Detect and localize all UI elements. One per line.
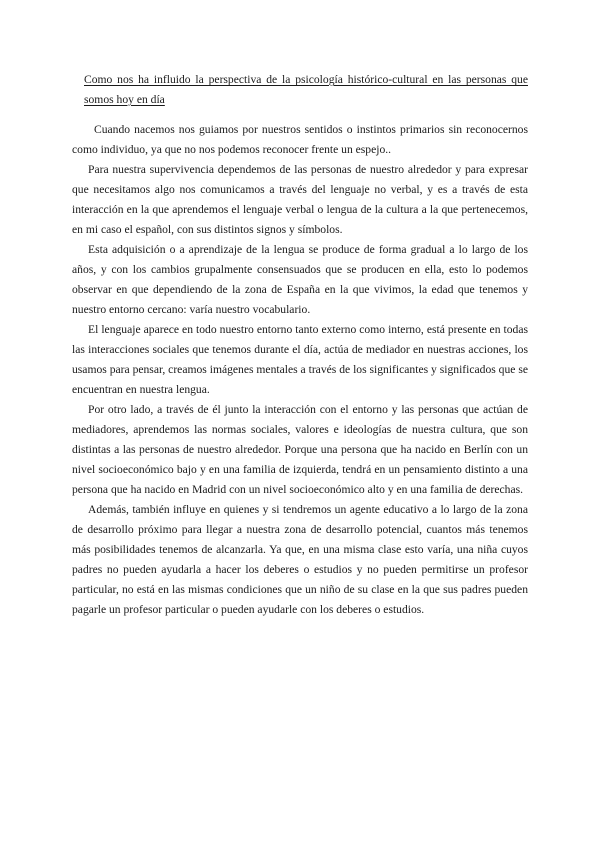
paragraph-4: El lenguaje aparece en todo nuestro entorno tanto externo como interno, está presente en todas las interacciones sociales que tenemos durante el día, actúa de mediador en nuestras acciones, los usamos para pensar, creamos imágenes mentales a través de los significantes y significados que se encuentran en nuestra lengua. [72, 323, 528, 396]
paragraph-1: Cuando nacemos nos guiamos por nuestros sentidos o instintos primarios sin reconocernos como individuo, ya que no nos podemos reconocer frente un espejo.. [72, 123, 528, 156]
document-title: Como nos ha influido la perspectiva de la psicología histórico-cultural en las personas que somos hoy en día [84, 73, 528, 106]
paragraph-5: Por otro lado, a través de él junto la interacción con el entorno y las personas que actúan de mediadores, aprendemos las normas sociales, valores e ideologías de nuestra cultura, que son distintas a las personas de nuestro alrededor. Porque una persona que ha nacido en Berlín con un nivel socioeconómico bajo y en una familia de izquierda, tendrá en un pensamiento distinto a una persona que ha nacido en Madrid con un nivel socioeconómico alto y en una familia de derechas. [72, 403, 528, 496]
document-body [72, 70, 528, 620]
paragraph-2: Para nuestra supervivencia dependemos de las personas de nuestro alrededor y para expresar que necesitamos algo nos comunicamos a través del lenguaje no verbal, y es a través de esta interacción en la que aprendemos el lenguaje verbal o lengua de la cultura a la que pertenecemos, en mi caso el español, con sus distintos signos y símbolos. [72, 163, 528, 236]
paragraph-6: Además, también influye en quienes y si tendremos un agente educativo a lo largo de la zona de desarrollo próximo para llegar a nuestra zona de desarrollo potencial, cuantos más tenemos más posibilidades tenemos de alcanzarla. Ya que, en una misma clase esto varía, una niña cuyos padres no pueden ayudarla a hacer los deberes o estudios y no pueden permitirse un profesor particular, no está en las mismas condiciones que un niño de su clase en la que sus padres pueden pagarle un profesor particular o pueden ayudarle con los deberes o estudios. [72, 503, 528, 616]
paragraph-3: Esta adquisición o a aprendizaje de la lengua se produce de forma gradual a lo largo de los años, y con los cambios grupalmente consensuados que se producen en ella, esto lo podemos observar en que dependiendo de la zona de España en la que vivimos, la edad que tenemos y nuestro entorno cercano: varía nuestro vocabulario. [72, 243, 528, 316]
